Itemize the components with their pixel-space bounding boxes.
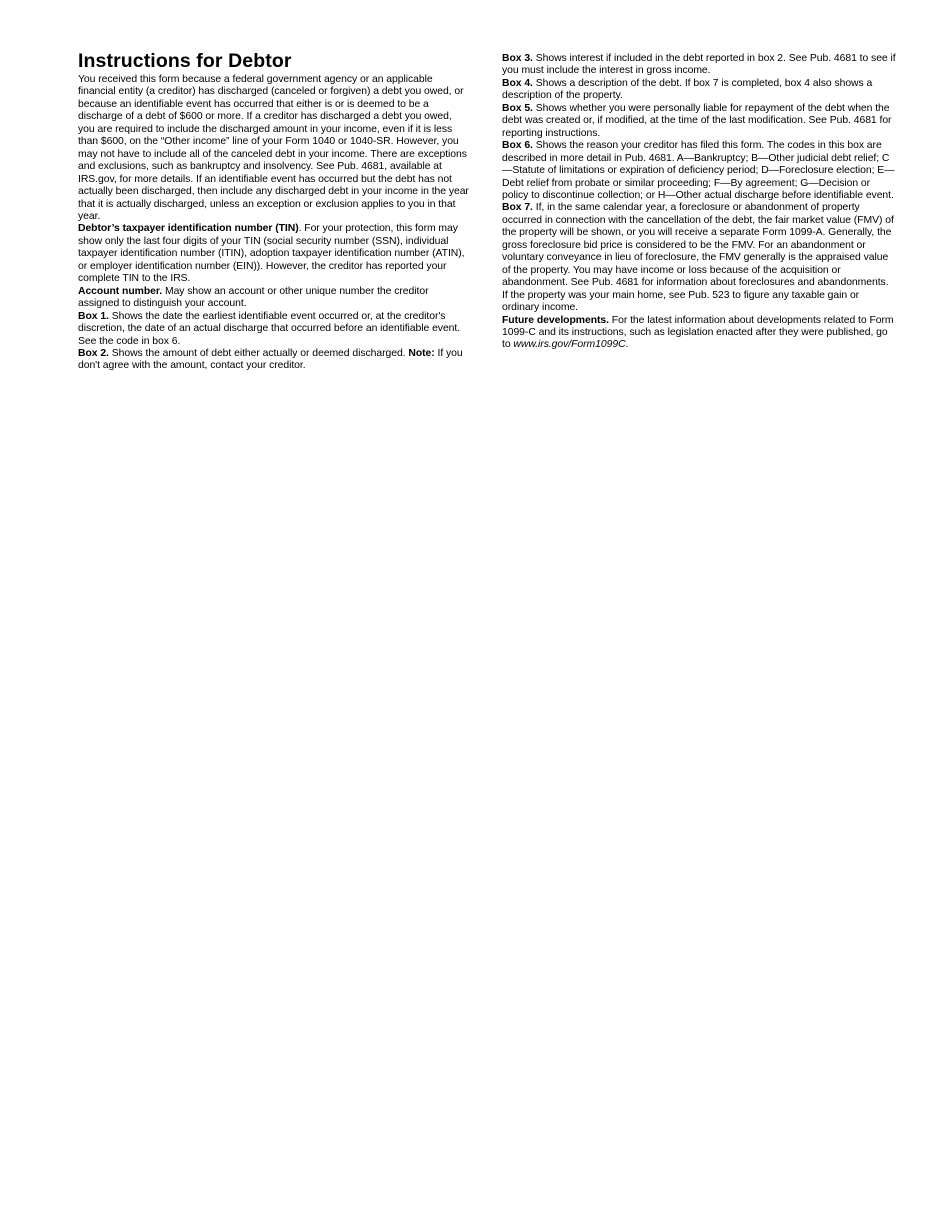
future-label: Future developments.	[502, 314, 609, 326]
future-text: For the latest information about developments related to Form 1099-C and its instructions, such as legislation enacted after they were published, go to	[502, 314, 894, 351]
account-text: May show an account or other unique number the creditor assigned to distinguish your account.	[78, 285, 429, 310]
tin-paragraph	[78, 223, 471, 285]
future-developments-paragraph	[502, 315, 897, 352]
intro-paragraph: You received this form because a federal government agency or an applicable financial entity (a creditor) has discharged (canceled or forgiven) a debt you owed, or because an identifiable event has occurred that either is or is deemed to be a discharge of a debt of $600 or more. If a creditor has discharged a debt you owed, you are required to include the discharged amount in your income, even if it is less than $600, on the “Other income” line of your Form 1040 or 1040-SR. However, you may not have to include all of the canceled debt in your income. There are exceptions and exclusions, such as bankruptcy and insolvency. See Pub. 4681, available at IRS.gov, for more details. If an identifiable event has occurred but the debt has not actually been discharged, then include any discharged debt in your income in the year that it is actually discharged, unless an exception or exclusion applies to you in that year.	[78, 74, 469, 222]
box2-note-label: Note:	[408, 347, 435, 359]
box1-text: Shows the date the earliest identifiable event occurred or, at the creditor's discretion, the date of an actual discharge that occurred before an identifiable event. See the code in box 6.	[78, 310, 461, 347]
box5-text: Shows whether you were personally liable for repayment of the debt when the debt was created or, if modified, at the time of the last modification. See Pub. 4681 for reporting instructions.	[502, 102, 892, 139]
box6-paragraph	[502, 140, 897, 202]
box4-paragraph	[502, 78, 897, 103]
left-column	[78, 50, 471, 373]
right-column	[502, 53, 897, 352]
box7-text: If, in the same calendar year, a foreclosure or abandonment of property occurred in connection with the cancellation of the debt, the fair market value (FMV) of the property will be shown, or you will receive a separate Form 1099-A. Generally, the gross foreclosure bid price is considered to be the FMV. For an abandonment or voluntary conveyance in lieu of foreclosure, the FMV generally is the appraised value of the property. You may have income or loss because of the acquisition or abandonment. See Pub. 4681 for information about foreclosures and abandonments. If the property was your main home, see Pub. 523 to figure any taxable gain or ordinary income.	[502, 202, 894, 314]
tin-text: . For your protection, this form may show only the last four digits of your TIN (social security number (SSN), individual taxpayer identification number (ITIN), adoption taxpayer identification number (ATIN), or employer identification number (EIN)). However, the creditor has reported your complete TIN to the IRS.	[78, 223, 465, 285]
box4-label: Box 4.	[502, 77, 533, 89]
box3-label: Box 3.	[502, 53, 533, 64]
box2-paragraph	[78, 348, 471, 373]
box1-label: Box 1.	[78, 310, 109, 322]
box6-label: Box 6.	[502, 140, 533, 152]
box7-paragraph	[502, 202, 897, 314]
box7-label: Box 7.	[502, 202, 533, 214]
box2-text: Shows the amount of debt either actually or deemed discharged.	[108, 347, 409, 359]
box1-paragraph	[78, 311, 471, 348]
account-paragraph	[78, 286, 471, 311]
future-end: .	[625, 339, 629, 351]
account-label: Account number.	[78, 285, 163, 297]
box2-note-text: If you don't agree with the amount, contact your creditor.	[78, 347, 463, 372]
box3-text: Shows interest if included in the debt reported in box 2. See Pub. 4681 to see if you must include the interest in gross income.	[502, 53, 896, 77]
tin-label: Debtor’s taxpayer identification number (TIN)	[78, 223, 299, 235]
box2-label: Box 2.	[78, 347, 109, 359]
box5-paragraph	[502, 103, 897, 140]
box4-text: Shows a description of the debt. If box 7 is completed, box 4 also shows a description of the property.	[502, 77, 873, 102]
irs-form-link[interactable]: www.irs.gov/Form1099C	[513, 339, 626, 351]
box6-text: Shows the reason your creditor has filed this form. The codes in this box are described in more detail in Pub. 4681. A—Bankruptcy; B—Other judicial debt relief; C—Statute of limitations or expiration of deficiency period; D—Foreclosure election; E—Debt relief from probate or similar proceeding; F—By agreement; G—Decision or policy to discontinue collection; or H—Other actual discharge before identifiable event.	[502, 140, 895, 201]
box5-label: Box 5.	[502, 102, 533, 114]
page-title: Instructions for Debtor	[78, 50, 292, 72]
box3-paragraph	[502, 53, 897, 78]
